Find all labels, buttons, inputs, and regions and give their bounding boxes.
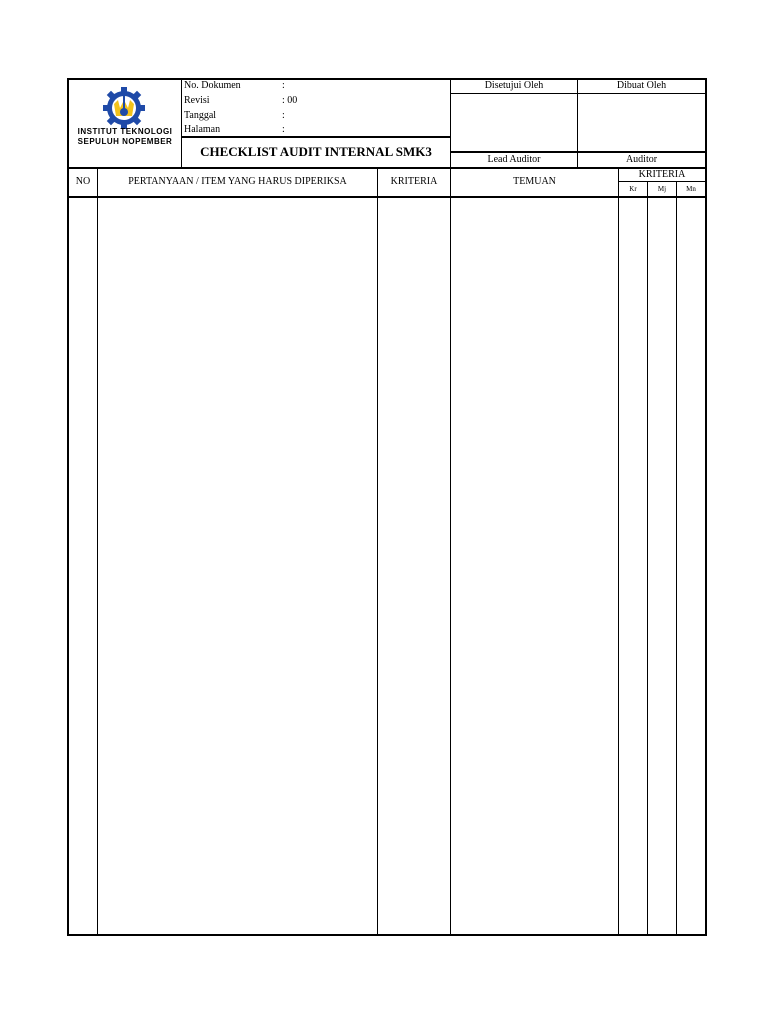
col-header-kr: Kr [629, 185, 637, 193]
approved-by-label: Disetujui Oleh [484, 80, 544, 91]
page-value: : [282, 124, 285, 135]
title-top-line [181, 136, 451, 138]
institution-name-line2: SEPULUH NOPEMBER [77, 137, 173, 146]
col-header-criteria: KRITERIA [390, 176, 438, 187]
revision-value: : 00 [282, 95, 298, 106]
col-header-mn: Mn [686, 185, 696, 193]
col-header-question: PERTANYAAN / ITEM YANG HARUS DIPERIKSA [128, 176, 347, 187]
col-header-finding: TEMUAN [513, 176, 556, 187]
approved-by-signature-area [451, 94, 577, 151]
page-label: Halaman [184, 124, 221, 135]
header-bottom-line [67, 167, 707, 169]
signature-bottom-line [450, 151, 706, 153]
created-by-signature-area [578, 94, 705, 151]
border-bottom [67, 934, 707, 936]
col-header-criteria-group: KRITERIA [638, 169, 686, 180]
created-by-label: Dibuat Oleh [616, 80, 667, 91]
col-header-mj: Mj [657, 185, 667, 193]
revision-label: Revisi [184, 95, 210, 106]
doc-number-value: : [282, 80, 285, 91]
border-right [705, 78, 707, 936]
page-title: CHECKLIST AUDIT INTERNAL SMK3 [200, 144, 432, 159]
its-logo [100, 86, 148, 130]
auditor-label: Auditor [625, 154, 658, 165]
criteria-group-line [619, 181, 706, 182]
doc-number-label: No. Dokumen [184, 80, 241, 91]
date-label: Tanggal [184, 110, 217, 121]
date-value: : [282, 110, 285, 121]
institution-name-line1: INSTITUT TEKNOLOGI [77, 127, 173, 136]
table-body [69, 198, 705, 934]
col-header-no: NO [75, 176, 91, 187]
lead-auditor-label: Lead Auditor [487, 154, 541, 165]
